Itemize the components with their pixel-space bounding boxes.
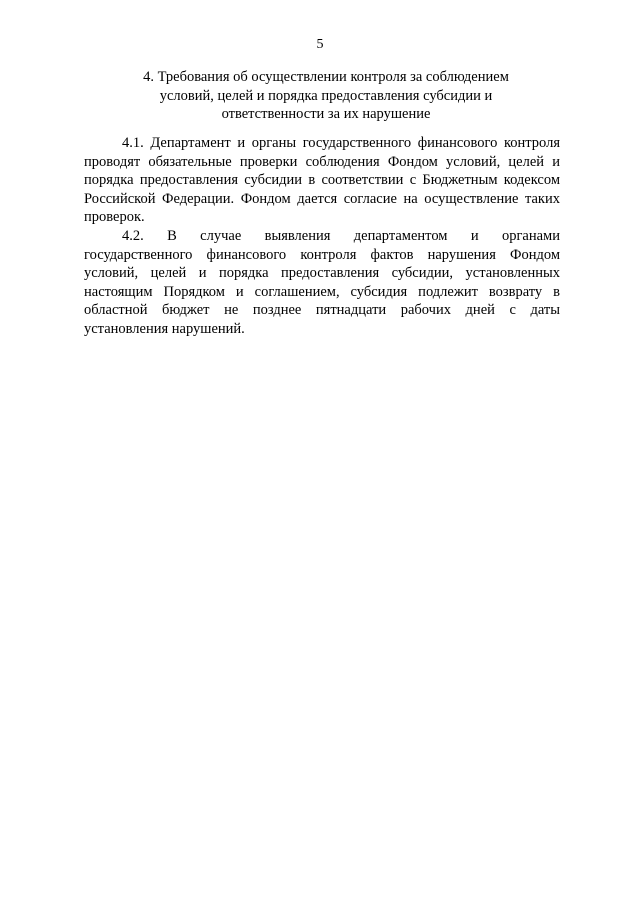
page-number: 5: [316, 37, 324, 52]
body-text: [84, 134, 560, 339]
paragraph-line: проводят обязательные проверки соблюдения Фондом условий, целей и: [84, 153, 560, 170]
paragraph-line: проверок.: [84, 209, 145, 226]
paragraph-line: 4.2. В случае выявления департаментом и органами: [122, 227, 560, 244]
paragraph-line: установления нарушений.: [84, 320, 245, 337]
section-title-line: 4. Требования об осуществлении контроля за соблюдением: [143, 69, 509, 85]
section-title-line: условий, целей и порядка предоставления субсидии и: [159, 87, 493, 104]
paragraph-4-1: [84, 134, 560, 227]
paragraph-line: настоящим Порядком и соглашением, субсидия подлежит возврату в: [84, 283, 560, 300]
section-title-line: ответственности за их нарушение: [221, 106, 431, 122]
paragraph-line: Российской Федерации. Фондом дается согласие на осуществление таких: [84, 190, 560, 207]
paragraph-4-2: [84, 227, 560, 339]
section-title: [112, 68, 540, 124]
paragraph-line: условий, целей и порядка предоставления субсидии, установленных: [84, 265, 560, 282]
paragraph-line: областной бюджет не позднее пятнадцати рабочих дней с даты: [84, 302, 560, 319]
paragraph-line: порядка предоставления субсидии в соответствии с Бюджетным кодексом: [84, 172, 560, 189]
paragraph-line: 4.1. Департамент и органы государственного финансового контроля: [122, 135, 560, 151]
paragraph-line: государственного финансового контроля фактов нарушения Фондом: [84, 246, 560, 263]
